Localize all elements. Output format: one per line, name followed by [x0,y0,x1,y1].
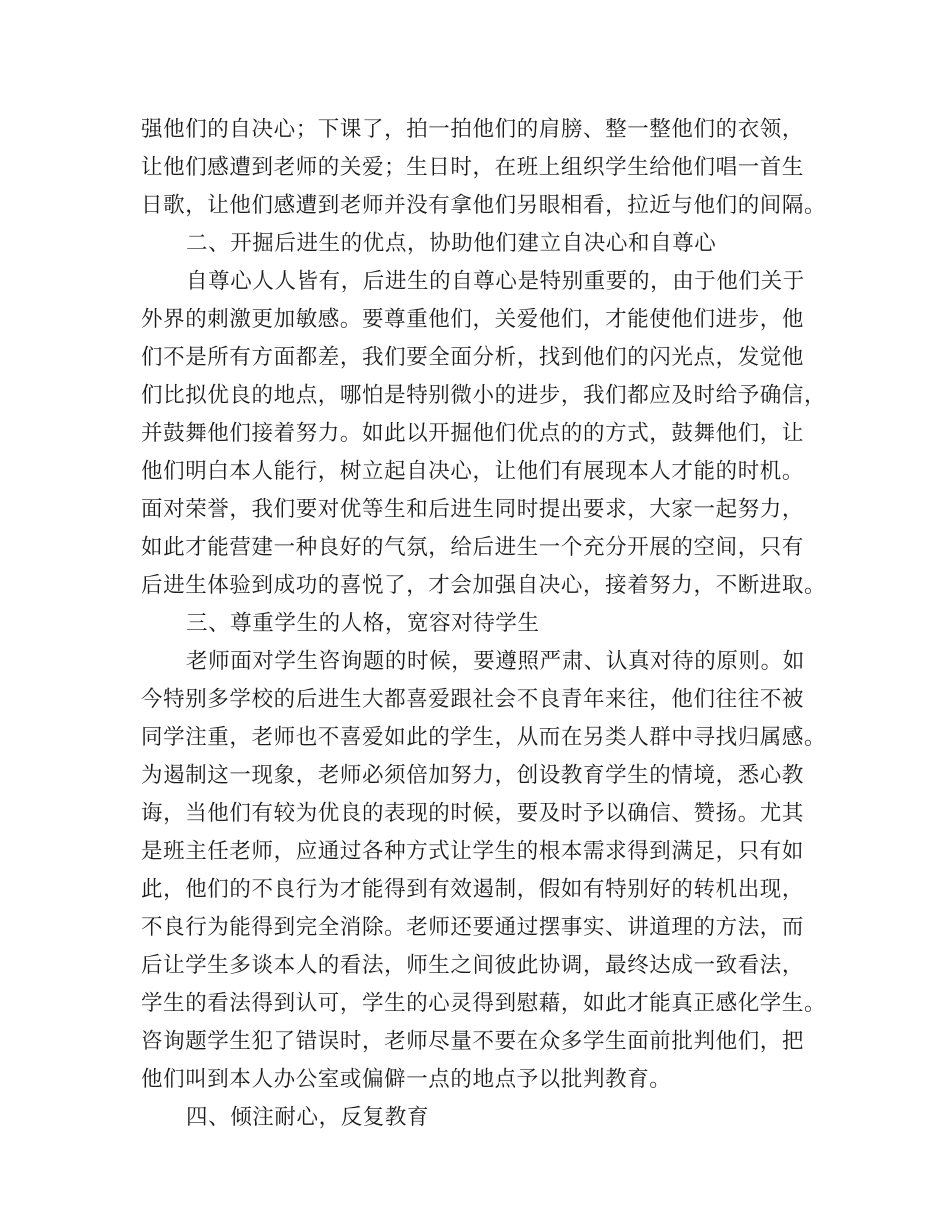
text-line-25: 咨询题学生犯了错误时，老师尽量不要在众多学生面前批判他们，把 [141,1029,805,1054]
text-line-19: 诲，当他们有较为优良的表现的时候，要及时予以确信、赞扬。尤其 [141,801,805,826]
text-line-9: 并鼓舞他们接着努力。如此以开掘他们优点的的方式，鼓舞他们，让 [141,421,805,446]
text-line-1: 强他们的自决心；下课了，拍一拍他们的肩膀、整一整他们的衣领， [141,117,805,142]
section-heading-3: 三、尊重学生的人格，宽容对待学生 [186,611,540,636]
text-line-2: 让他们感遭到老师的关爱；生日时，在班上组织学生给他们唱一首生 [141,155,805,180]
section-heading-2: 二、开掘后进生的优点，协助他们建立自决心和自尊心 [186,231,717,256]
text-line-17: 同学注重，老师也不喜爱如此的学生，从而在另类人群中寻找归属感。 [141,725,827,750]
text-line-7: 们不是所有方面都差，我们要全面分析，找到他们的闪光点，发觉他 [141,345,805,370]
text-line-15: 老师面对学生咨询题的时候，要遵照严肃、认真对待的原则。如 [186,649,805,674]
text-line-3: 日歌，让他们感遭到老师并没有拿他们另眼相看，拉近与他们的间隔。 [141,193,827,218]
text-line-6: 外界的刺激更加敏感。要尊重他们，关爱他们，才能使他们进步，他 [141,307,805,332]
text-line-10: 他们明白本人能行，树立起自决心，让他们有展现本人才能的时机。 [141,459,805,484]
text-line-22: 不良行为能得到完全消除。老师还要通过摆事实、讲道理的方法，而 [141,915,805,940]
text-line-20: 是班主任老师，应通过各种方式让学生的根本需求得到满足，只有如 [141,839,805,864]
text-line-12: 如此才能营建一种良好的气氛，给后进生一个充分开展的空间，只有 [141,535,805,560]
text-line-16: 今特别多学校的后进生大都喜爱跟社会不良青年来往，他们往往不被 [141,687,805,712]
section-heading-4: 四、倾注耐心，反复教育 [186,1105,430,1130]
text-line-18: 为遏制这一现象，老师必须倍加努力，创设教育学生的情境，悉心教 [141,763,805,788]
text-line-23: 后让学生多谈本人的看法，师生之间彼此协调，最终达成一致看法， [141,953,805,978]
text-line-11: 面对荣誉，我们要对优等生和后进生同时提出要求，大家一起努力， [141,497,805,522]
text-line-8: 们比拟优良的地点，哪怕是特别微小的进步，我们都应及时给予确信， [141,383,827,408]
text-line-26: 他们叫到本人办公室或偏僻一点的地点予以批判教育。 [141,1067,672,1092]
text-line-5: 自尊心人人皆有，后进生的自尊心是特别重要的，由于他们关于 [186,269,805,294]
text-line-24: 学生的看法得到认可，学生的心灵得到慰藉，如此才能真正感化学生。 [141,991,827,1016]
text-line-13: 后进生体验到成功的喜悦了，才会加强自决心，接着努力，不断进取。 [141,573,827,598]
text-line-21: 此，他们的不良行为才能得到有效遏制，假如有特别好的转机出现， [141,877,805,902]
